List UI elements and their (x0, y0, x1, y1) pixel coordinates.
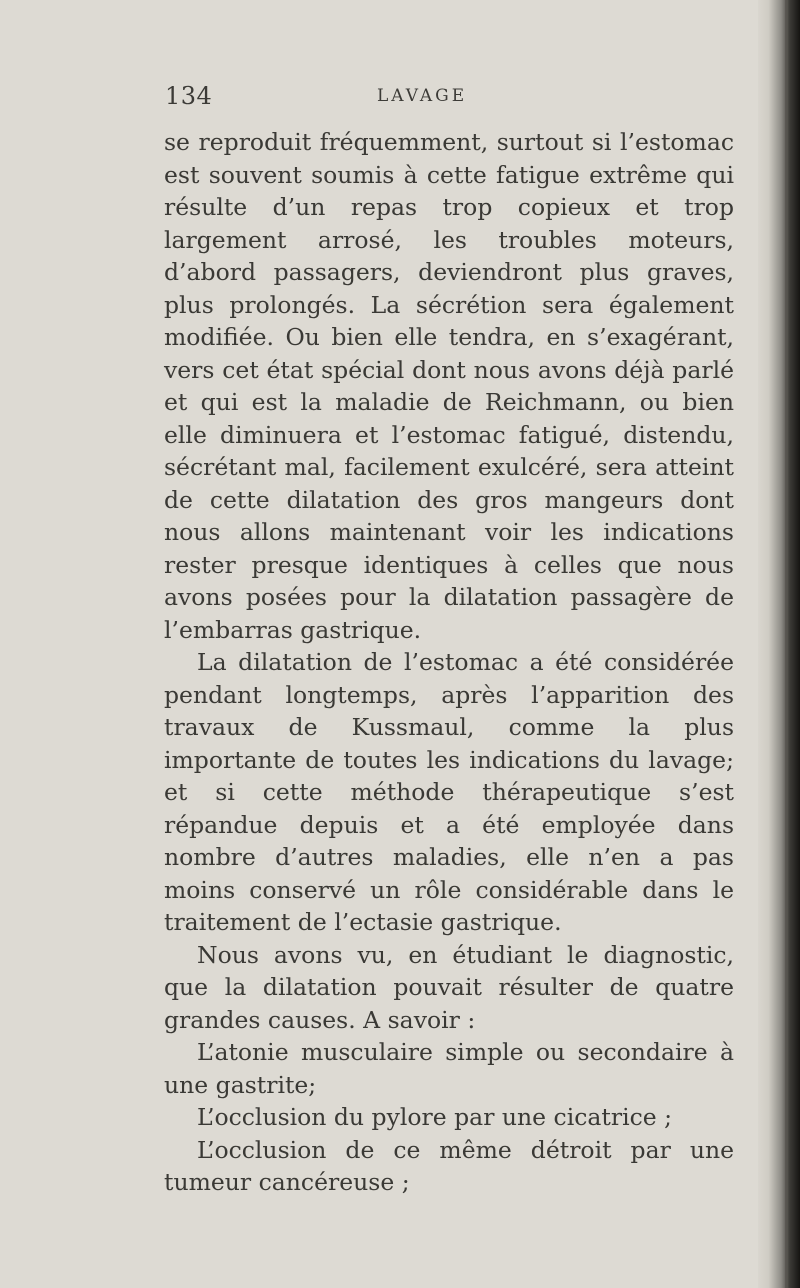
page-edge-line (785, 0, 788, 1288)
list-item-atonie: L’atonie musculaire simple ou secondaire à une gastrite; (164, 1038, 734, 1099)
page-header (165, 82, 615, 114)
paragraph-dilatation: La dilatation de l’estomac a été considérée pendant longtemps, après l’apparition des travaux de Kussmaul, comme la plus importante de toutes les indications du lavage; et si cette méthode thérapeutique s’est répandue depuis et a été employée dans nombre d’autres maladies, elle n’en a pas moins conservé un rôle considérable dans le traitement de l’ectasie gastrique. (164, 648, 734, 936)
page-edge-shadow (758, 0, 800, 1288)
body-text (164, 126, 734, 1199)
paragraph-continuation: se reproduit fréquemment, surtout si l’estomac est souvent soumis à cette fatigue extrême qui résulte d’un repas trop copieux et trop largement arrosé, les troubles moteurs, d’abord passagers, deviendront plus graves, plus prolongés. La sécrétion sera également modifiée. Ou bien elle tendra, en s’exagérant, vers cet état spécial dont nous avons déjà parlé et qui est la maladie de Reichmann, ou bien elle diminuera et l’estomac fatigué, distendu, sécrétant mal, facilement exulcéré, sera atteint de cette dilatation des gros mangeurs dont nous allons maintenant voir les indications rester presque identiques à celles que nous avons posées pour la dilatation passagère de l’embarras gastrique. (164, 128, 734, 644)
running-head: LAVAGE (377, 86, 468, 106)
list-item-tumeur: L’occlusion de ce même détroit par une tumeur cancéreuse ; (164, 1135, 734, 1196)
paragraph-diagnostic: Nous avons vu, en étudiant le diagnostic, que la dilatation pouvait résulter de quatre grandes causes. A savoir : (164, 940, 734, 1034)
list-item-cicatrice: L’occlusion du pylore par une cicatrice ; (197, 1103, 673, 1131)
page-number: 134 (165, 82, 213, 110)
